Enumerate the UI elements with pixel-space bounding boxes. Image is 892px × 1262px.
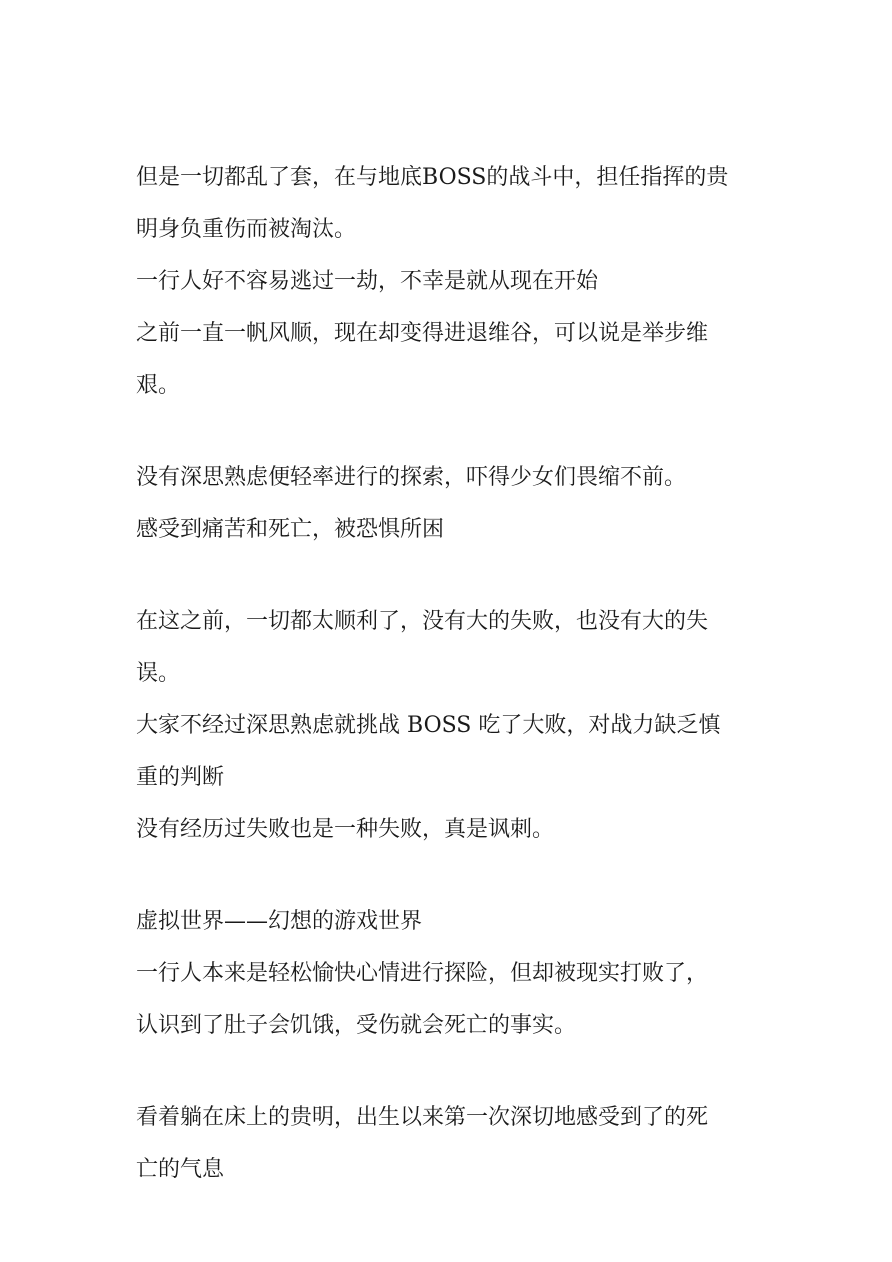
text-line: 一行人好不容易逃过一劫，不幸是就从现在开始 bbox=[136, 269, 599, 294]
text-line: 重的判断 bbox=[136, 765, 225, 790]
text-line: 但是一切都乱了套，在与地底BOSS的战斗中，担任指挥的贵 bbox=[136, 165, 729, 190]
text-line: 看着躺在床上的贵明，出生以来第一次深切地感受到了的死 bbox=[136, 1105, 709, 1130]
text-line: 感受到痛苦和死亡，被恐惧所困 bbox=[136, 517, 445, 542]
text-line: 没有经历过失败也是一种失败，真是讽刺。 bbox=[136, 817, 555, 842]
text-line: 亡的气息 bbox=[136, 1157, 225, 1182]
text-line: 没有深思熟虑便轻率进行的探索，吓得少女们畏缩不前。 bbox=[136, 465, 687, 490]
text-line: 在这之前，一切都太顺利了，没有大的失败，也没有大的失 bbox=[136, 609, 709, 634]
text-line: 大家不经过深思熟虑就挑战 BOSS 吃了大败，对战力缺乏慎 bbox=[136, 713, 721, 738]
document-page bbox=[136, 160, 760, 1188]
text-line: 之前一直一帆风顺，现在却变得进退维谷，可以说是举步维 bbox=[136, 321, 709, 346]
text-line: 明身负重伤而被淘汰。 bbox=[136, 217, 357, 242]
text-line: 虚拟世界——幻想的游戏世界 bbox=[136, 909, 423, 934]
text-line: 一行人本来是轻松愉快心情进行探险，但却被现实打败了， bbox=[136, 961, 709, 986]
text-line: 艰。 bbox=[136, 373, 181, 398]
text-line: 认识到了肚子会饥饿，受伤就会死亡的事实。 bbox=[136, 1013, 577, 1038]
text-line: 误。 bbox=[136, 661, 181, 686]
